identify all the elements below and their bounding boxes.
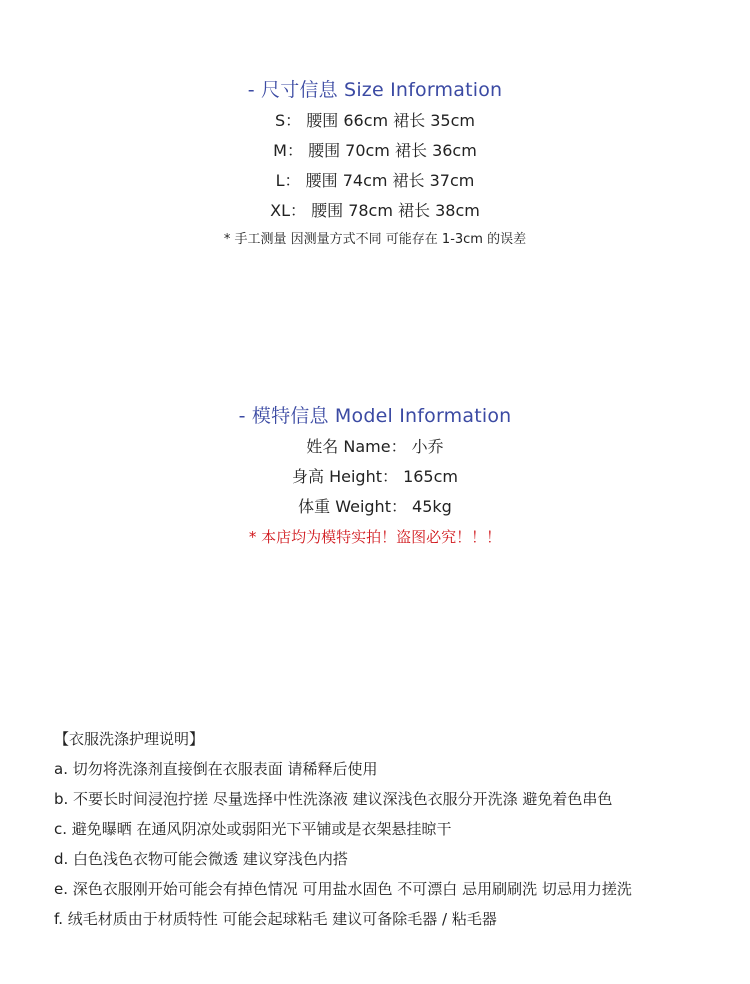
care-item-b: b. 不要长时间浸泡拧搓 尽量选择中性洗涤液 建议深浅色衣服分开洗涤 避免着色串色: [54, 790, 613, 808]
copyright-warning: * 本店均为模特实拍！盗图必究！！！: [248, 528, 502, 546]
model-info-heading: - 模特信息 Model Information: [238, 405, 512, 427]
size-row-l: L： 腰围 74cm 裙长 37cm: [275, 171, 475, 190]
care-item-f: f. 绒毛材质由于材质特性 可能会起球粘毛 建议可备除毛器 / 粘毛器: [54, 910, 497, 928]
care-item-c: c. 避免曝晒 在通风阴凉处或弱阳光下平铺或是衣架悬挂晾干: [54, 820, 452, 838]
size-row-xl: XL： 腰围 78cm 裙长 38cm: [270, 201, 480, 220]
care-item-e: e. 深色衣服刚开始可能会有掉色情况 可用盐水固色 不可漂白 忌用刷刷洗 切忌用力搓洗: [54, 880, 632, 898]
model-name: 姓名 Name： 小乔: [306, 437, 444, 456]
model-weight: 体重 Weight： 45kg: [298, 497, 452, 516]
model-info-section: [0, 401, 750, 552]
size-row-m: M： 腰围 70cm 裙长 36cm: [273, 141, 477, 160]
size-info-heading: - 尺寸信息 Size Information: [247, 79, 503, 101]
measurement-note: * 手工测量 因测量方式不同 可能存在 1-3cm 的误差: [223, 232, 527, 247]
care-instructions: [54, 724, 724, 934]
care-item-d: d. 白色浅色衣物可能会微透 建议穿浅色内搭: [54, 850, 348, 868]
size-row-s: S： 腰围 66cm 裙长 35cm: [275, 111, 475, 130]
model-height: 身高 Height： 165cm: [292, 467, 458, 486]
size-info-section: [0, 75, 750, 254]
care-title: 【衣服洗涤护理说明】: [54, 730, 205, 748]
care-item-a: a. 切勿将洗涤剂直接倒在衣服表面 请稀释后使用: [54, 760, 378, 778]
